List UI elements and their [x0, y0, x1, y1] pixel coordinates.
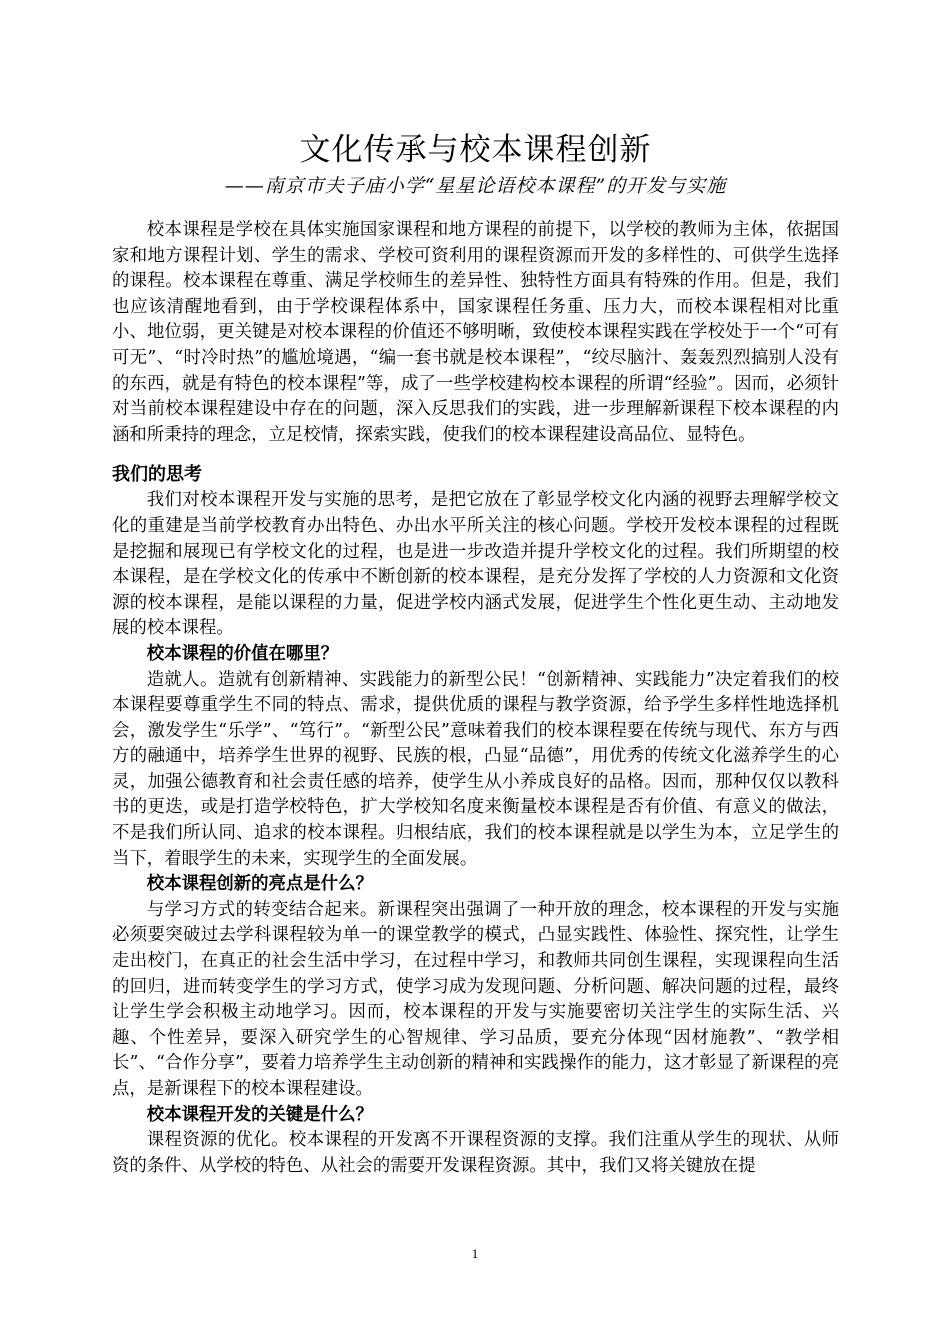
page-number: 1 [471, 1246, 479, 1261]
section-heading-thinking: 我们的思考 [112, 464, 202, 486]
question-heading-key: 校本课程开发的关键是什么？ [146, 1104, 373, 1125]
value-paragraph: 造就人。造就有创新精神、实践能力的新型公民！“创新精神、实践能力”决定着我们的校本课程要尊重学生不同的特点、需求，提供优质的课程与教学资源，给予学生多样性地选择机会，激发学生“乐学”、“笃行”。“新型公民”意味着我们的校本课程要在传统与现代、东方与西方的融通中，培养学生世界的视野、民族的根，凸显“品德”，用优秀的传统文化滋养学生的心灵，加强公德教育和社会责任感的培养，使学生从小养成良好的品格。因而，那种仅仅以教科书的更迭，或是打造学校特色，扩大学校知名度来衡量校本课程是否有价值、有意义的做法，不是我们所认同、追求的校本课程。归根结底，我们的校本课程就是以学生为本，立足学生的当下，着眼学生的未来，实现学生的全面发展。 [112, 669, 839, 869]
highlight-paragraph: 与学习方式的转变结合起来。新课程突出强调了一种开放的理念，校本课程的开发与实施必须要突破过去学科课程较为单一的课堂教学的模式，凸显实践性、体验性、探究性，让学生走出校门，在真正的社会生活中学习，在过程中学习，和教师共同创生课程，实现课程向生活的回归，进而转变学生的学习方式，使学习成为发现问题、分析问题、解决问题的过程，最终让学生学会积极主动地学习。因而，校本课程的开发与实施要密切关注学生的实际生活、兴趣、个性差异，要深入研究学生的心智规律、学习品质，要充分体现“因材施教”、“教学相长”、“合作分享”，要着力培养学生主动创新的精神和实践操作的能力，这才彰显了新课程的亮点，是新课程下的校本课程建设。 [112, 899, 839, 1099]
key-paragraph: 课程资源的优化。校本课程的开发离不开课程资源的支撑。我们注重从学生的现状、从师资的条件、从学校的特色、从社会的需要开发课程资源。其中，我们又将关键放在提 [112, 1130, 839, 1176]
document-page [112, 128, 839, 1179]
document-subtitle: ——南京市夫子庙小学“星星论语校本课程”的开发与实施 [224, 175, 727, 197]
thinking-paragraph: 我们对校本课程开发与实施的思考，是把它放在了彰显学校文化内涵的视野去理解学校文化的重建是当前学校教育办出特色、办出水平所关注的核心问题。学校开发校本课程的过程既是挖掘和展现已有学校文化的过程，也是进一步改造并提升学校文化的过程。我们所期望的校本课程，是在学校文化的传承中不断创新的校本课程，是充分发挥了学校的人力资源和文化资源的校本课程，是能以课程的力量，促进学校内涵式发展，促进学生个性化更生动、主动地发展的校本课程。 [112, 490, 839, 639]
document-title: 文化传承与校本课程创新 [299, 132, 652, 168]
question-heading-highlight: 校本课程创新的亮点是什么？ [146, 874, 373, 895]
question-heading-value: 校本课程的价值在哪里？ [146, 643, 339, 664]
intro-paragraph: 校本课程是学校在具体实施国家课程和地方课程的前提下，以学校的教师为主体，依据国家和地方课程计划、学生的需求、学校可资利用的课程资源而开发的多样性的、可供学生选择的课程。校本课程在尊重、满足学校师生的差异性、独特性方面具有特殊的作用。但是，我们也应该清醒地看到，由于学校课程体系中，国家课程任务重、压力大，而校本课程相对比重小、地位弱，更关键是对校本课程的价值还不够明晰，致使校本课程实践在学校处于一个“可有可无”、“时冷时热”的尴尬境遇，“编一套书就是校本课程”，“绞尽脑汁、轰轰烈烈搞别人没有的东西，就是有特色的校本课程”等，成了一些学校建构校本课程的所谓“经验”。因而，必须针对当前校本课程建设中存在的问题，深入反思我们的实践，进一步理解新课程下校本课程的内涵和所秉持的理念，立足校情，探索实践，使我们的校本课程建设高品位、显特色。 [112, 220, 839, 445]
